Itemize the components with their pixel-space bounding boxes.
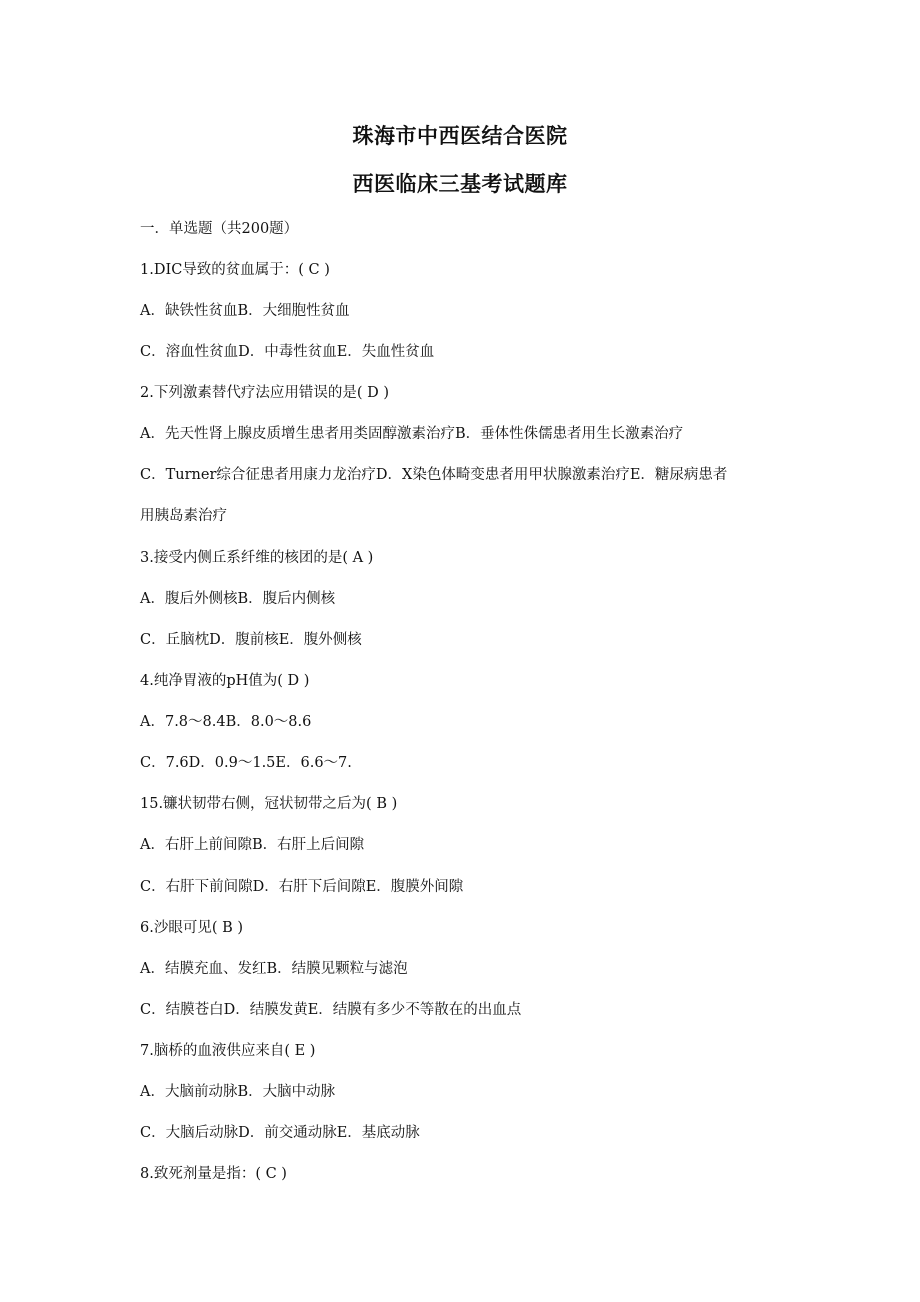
question-line: 15.镰状韧带右侧，冠状韧带之后为( B ) xyxy=(140,796,398,812)
option-line: C．7.6D．0.9～1.5E．6.6～7. xyxy=(140,755,352,771)
question-line: 8.致死剂量是指：( C ) xyxy=(140,1166,287,1182)
option-line: C．Turner综合征患者用康力龙治疗D．X染色体畸变患者用甲状腺激素治疗E．糖尿病患者 xyxy=(140,467,728,483)
document-title-hospital: 珠海市中西医结合医院 xyxy=(352,123,568,148)
option-line: A．7.8～8.4B．8.0～8.6 xyxy=(140,714,312,730)
question-line: 7.脑桥的血液供应来自( E ) xyxy=(140,1043,316,1059)
question-line: 3.接受内侧丘系纤维的核团的是( A ) xyxy=(140,550,374,566)
question-line: 4.纯净胃液的pH值为( D ) xyxy=(140,673,310,689)
question-line: 6.沙眼可见( B ) xyxy=(140,920,244,936)
section-heading: 一．单选题（共200题） xyxy=(140,221,299,237)
option-line: A．缺铁性贫血B．大细胞性贫血 xyxy=(140,303,350,319)
option-line: A．腹后外侧核B．腹后内侧核 xyxy=(140,591,336,607)
option-line: C．溶血性贫血D．中毒性贫血E．失血性贫血 xyxy=(140,344,435,360)
option-line-continued: 用胰岛素治疗 xyxy=(140,508,227,524)
option-line: A．右肝上前间隙B．右肝上后间隙 xyxy=(140,837,365,853)
document-title-exam: 西医临床三基考试题库 xyxy=(352,171,568,196)
option-line: C．大脑后动脉D．前交通动脉E．基底动脉 xyxy=(140,1125,420,1141)
option-line: C．结膜苍白D．结膜发黄E．结膜有多少不等散在的出血点 xyxy=(140,1002,522,1018)
option-line: C．丘脑枕D．腹前核E．腹外侧核 xyxy=(140,632,362,648)
question-line: 2.下列激素替代疗法应用错误的是( D ) xyxy=(140,385,389,401)
option-line: C．右肝下前间隙D．右肝下后间隙E．腹膜外间隙 xyxy=(140,879,464,895)
question-line: 1.DIC导致的贫血属于：( C ) xyxy=(140,262,330,278)
option-line: A．大脑前动脉B．大脑中动脉 xyxy=(140,1084,336,1100)
option-line: A．结膜充血、发红B．结膜见颗粒与滤泡 xyxy=(140,961,408,977)
option-line: A．先天性肾上腺皮质增生患者用类固醇激素治疗B．垂体性侏儒患者用生长激素治疗 xyxy=(140,426,684,442)
